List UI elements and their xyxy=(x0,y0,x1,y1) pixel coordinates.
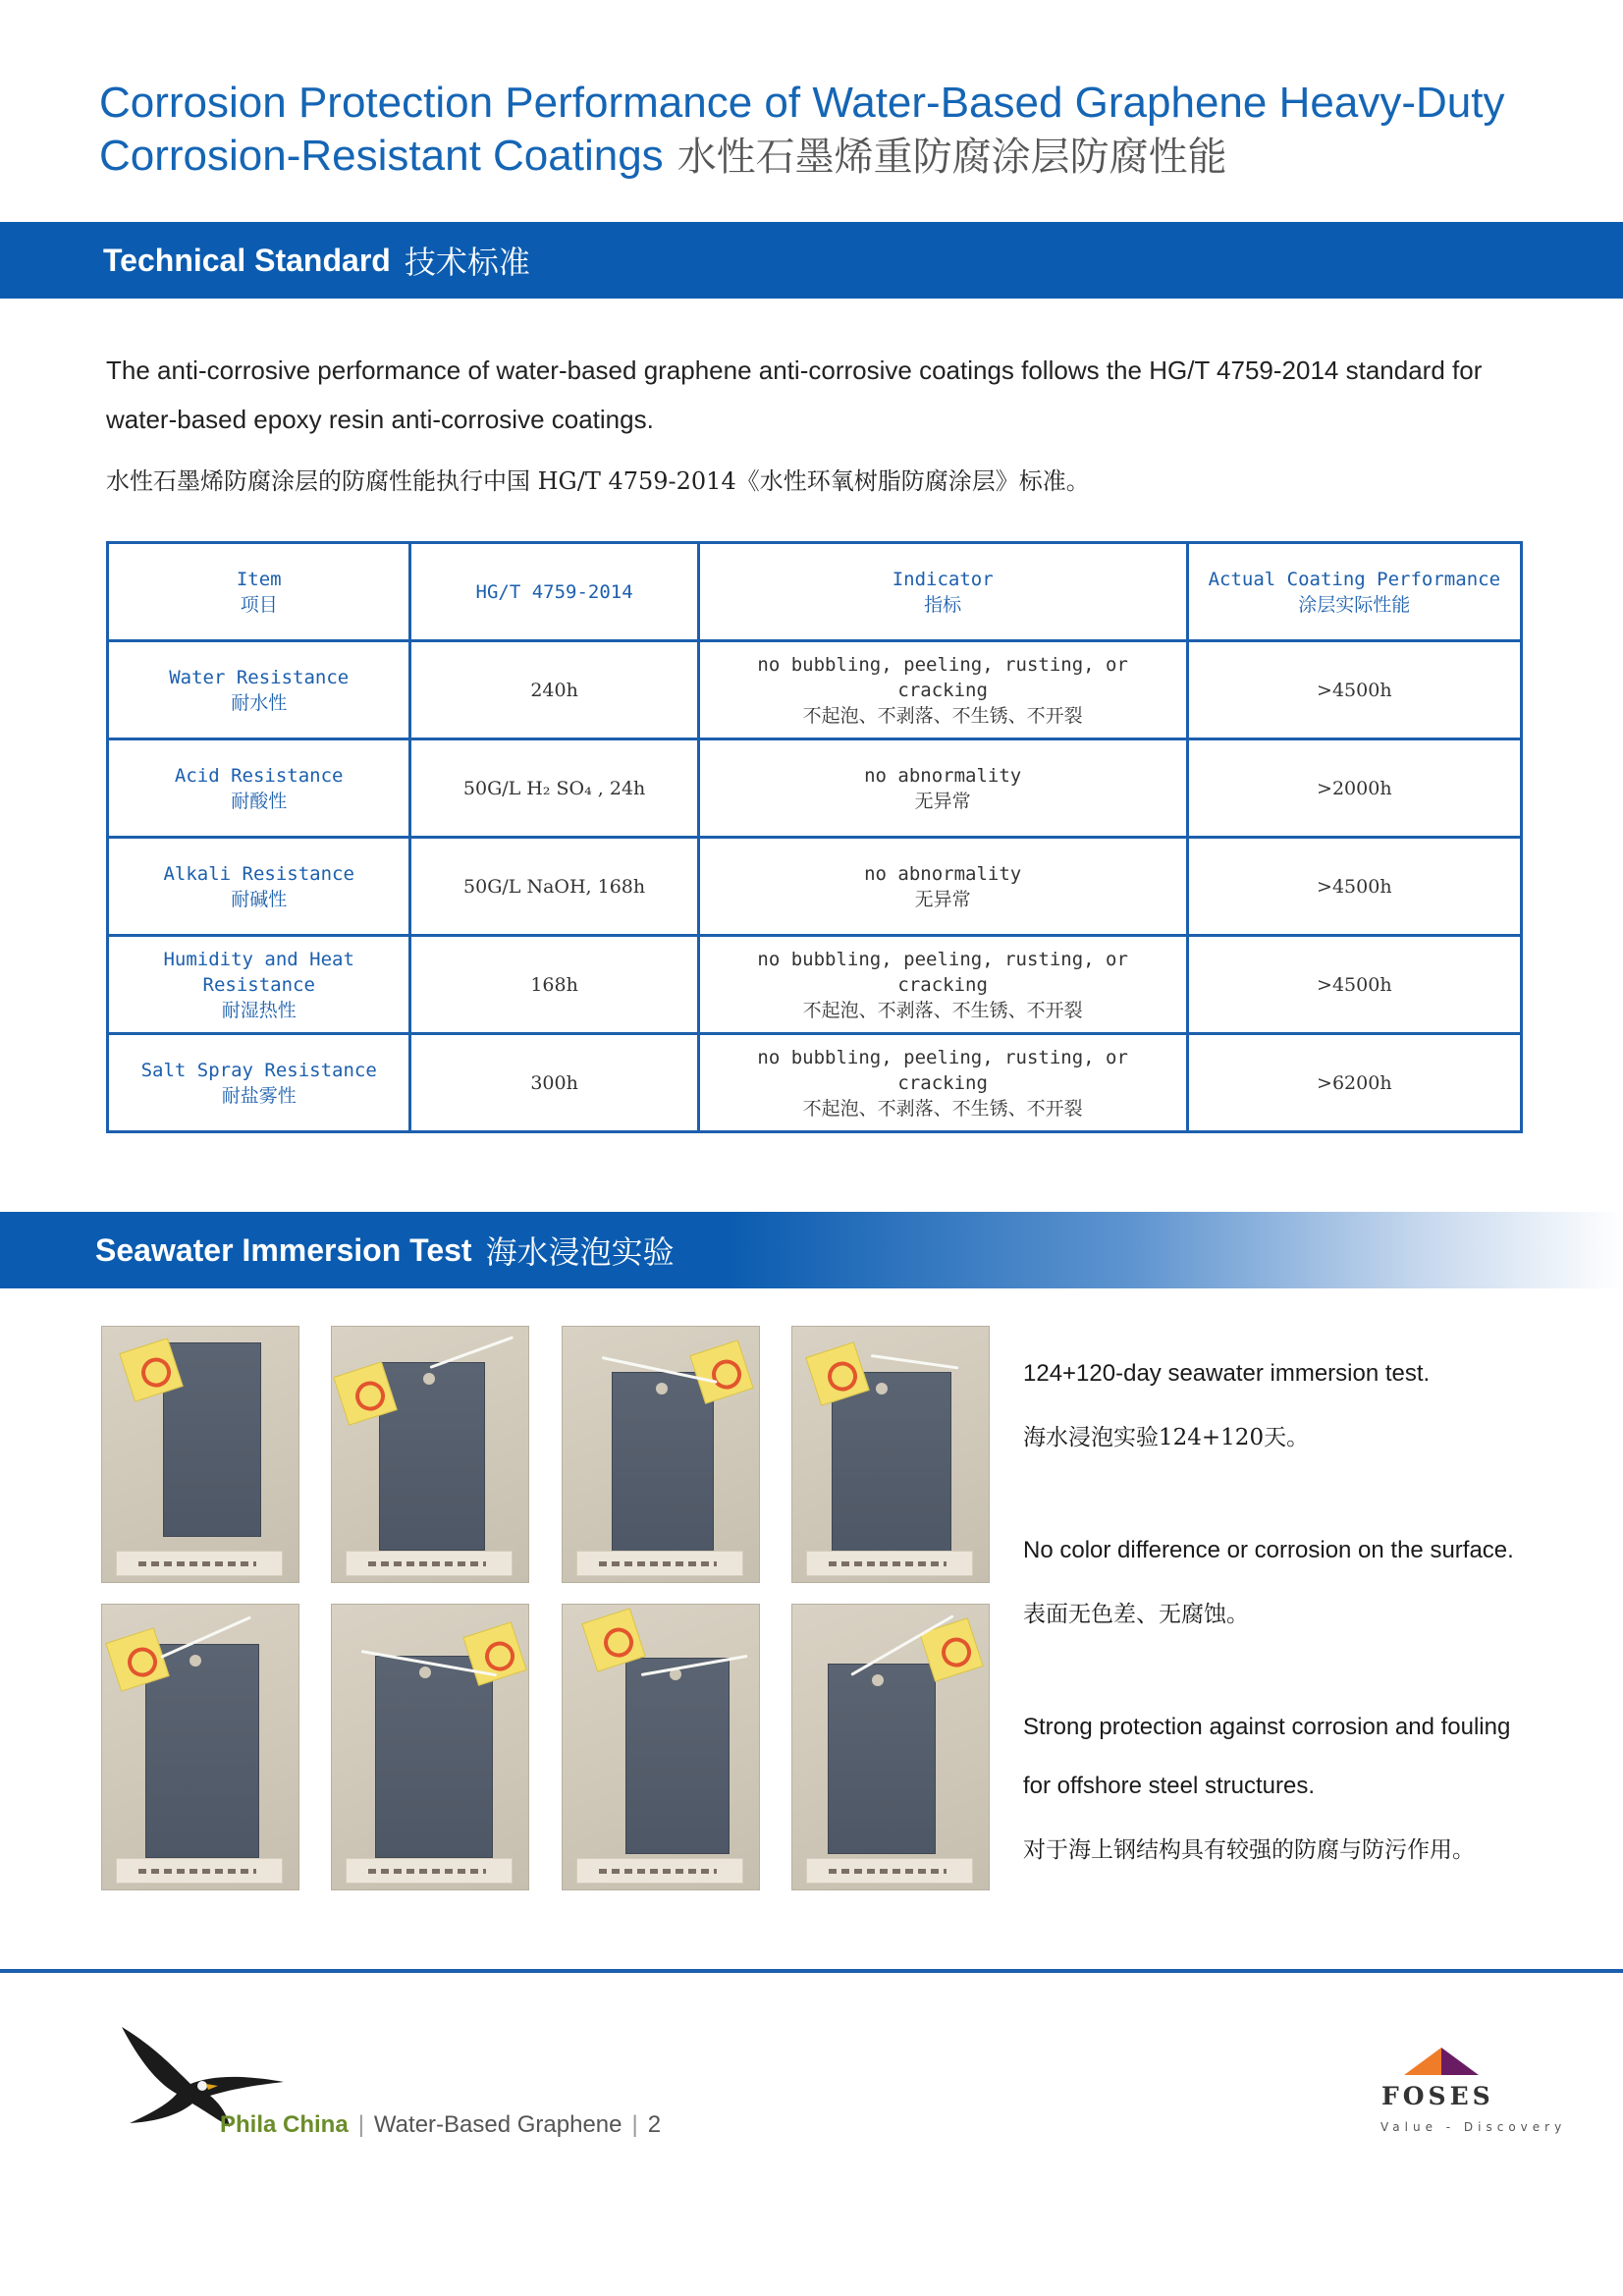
hanging-string xyxy=(871,1354,959,1369)
cell-item xyxy=(108,739,410,838)
protection-en-line1: Strong protection against corrosion and fouling xyxy=(1023,1714,1511,1740)
sample-photo-grid xyxy=(101,1326,990,1895)
foses-logo-tagline: Value - Discovery xyxy=(1380,2120,1567,2134)
header-standard-en: HG/T 4759-2014 xyxy=(475,580,633,603)
cell-standard: 50G/L H₂ SO₄ , 24h xyxy=(410,739,698,838)
cell-item xyxy=(108,641,410,739)
page-title-cn: 水性石墨烯重防腐涂层防腐性能 xyxy=(676,135,1227,180)
cell-actual: >4500h xyxy=(1187,838,1521,936)
technical-standard-banner xyxy=(0,222,1623,299)
footer-separator: | xyxy=(631,2111,638,2138)
technical-standard-heading-en: Technical Standard xyxy=(103,242,391,278)
seawater-test-heading-cn: 海水浸泡实验 xyxy=(485,1233,675,1271)
surface-result-en: No color difference or corrosion on the surface. xyxy=(1023,1537,1514,1563)
handwritten-note xyxy=(576,1858,743,1884)
indicator-cn: 不起泡、不剥落、不生锈、不开裂 xyxy=(802,999,1083,1021)
cell-standard: 50G/L NaOH, 168h xyxy=(410,838,698,936)
cell-item xyxy=(108,1034,410,1132)
header-actual-en: Actual Coating Performance xyxy=(1208,568,1501,590)
item-cn: 耐酸性 xyxy=(231,790,288,812)
footer-caption xyxy=(220,2111,661,2139)
technical-standard-heading-cn: 技术标准 xyxy=(404,244,530,281)
cell-standard: 240h xyxy=(410,641,698,739)
coated-panel xyxy=(379,1362,485,1551)
item-cn: 耐湿热性 xyxy=(221,999,297,1021)
indicator-cn: 无异常 xyxy=(914,888,971,910)
cell-standard: 168h xyxy=(410,936,698,1034)
header-item xyxy=(108,543,410,641)
indicator-cn: 不起泡、不剥落、不生锈、不开裂 xyxy=(802,1097,1083,1120)
intro-paragraph-cn: 水性石墨烯防腐涂层的防腐性能执行中国 HG/T 4759-2014《水性环氧树脂防腐涂层》标准。 xyxy=(106,467,1090,495)
table-row xyxy=(108,641,1522,739)
cell-actual: >4500h xyxy=(1187,936,1521,1034)
cell-standard: 300h xyxy=(410,1034,698,1132)
item-cn: 耐水性 xyxy=(231,691,288,714)
table-row xyxy=(108,739,1522,838)
handwritten-note xyxy=(806,1858,973,1884)
table-row xyxy=(108,936,1522,1034)
foses-logo-name: FOSES xyxy=(1381,2082,1494,2110)
item-cn: 耐碱性 xyxy=(231,888,288,910)
header-indicator xyxy=(698,543,1187,641)
footer-separator: | xyxy=(357,2111,364,2138)
handwritten-note xyxy=(116,1858,283,1884)
handwritten-note xyxy=(116,1551,283,1576)
surface-result-cn: 表面无色差、无腐蚀。 xyxy=(1023,1602,1249,1627)
sample-photo xyxy=(101,1604,299,1890)
cell-indicator xyxy=(698,838,1187,936)
cell-item xyxy=(108,936,410,1034)
item-en: Humidity and Heat Resistance xyxy=(163,948,354,996)
table-header-row xyxy=(108,543,1522,641)
header-actual xyxy=(1187,543,1521,641)
indicator-en: no abnormality xyxy=(864,862,1022,885)
sample-photo xyxy=(791,1604,990,1890)
header-item-cn: 项目 xyxy=(240,593,278,616)
test-duration-en: 124+120-day seawater immersion test. xyxy=(1023,1360,1431,1387)
table-row xyxy=(108,1034,1522,1132)
table-row xyxy=(108,838,1522,936)
seawater-test-banner xyxy=(0,1212,1623,1288)
cell-indicator xyxy=(698,936,1187,1034)
cell-actual: >2000h xyxy=(1187,739,1521,838)
standard-table xyxy=(106,541,1523,1133)
item-en: Alkali Resistance xyxy=(163,862,354,885)
footer-brand: Phila China xyxy=(220,2111,349,2138)
coated-panel xyxy=(375,1656,493,1858)
handwritten-note xyxy=(346,1858,513,1884)
indicator-cn: 不起泡、不剥落、不生锈、不开裂 xyxy=(802,704,1083,727)
sample-photo xyxy=(331,1604,529,1890)
coated-panel xyxy=(828,1664,936,1854)
handwritten-note xyxy=(346,1551,513,1576)
cell-actual: >4500h xyxy=(1187,641,1521,739)
page-title-en: Corrosion Protection Performance of Water-Based Graphene Heavy-Duty Corrosion-Resistant Coatings xyxy=(99,79,1505,180)
handwritten-note xyxy=(576,1551,743,1576)
header-indicator-cn: 指标 xyxy=(924,593,962,616)
sample-photo xyxy=(562,1326,760,1583)
cell-indicator xyxy=(698,1034,1187,1132)
protection-cn: 对于海上钢结构具有较强的防腐与防污作用。 xyxy=(1023,1837,1475,1863)
sample-photo xyxy=(562,1604,760,1890)
indicator-cn: 无异常 xyxy=(914,790,971,812)
cell-indicator xyxy=(698,739,1187,838)
header-actual-cn: 涂层实际性能 xyxy=(1298,593,1411,616)
header-item-en: Item xyxy=(236,568,282,590)
coated-panel xyxy=(625,1658,730,1854)
sample-photo xyxy=(101,1326,299,1583)
sample-photo xyxy=(791,1326,990,1583)
coated-panel xyxy=(832,1372,951,1558)
test-duration-cn: 海水浸泡实验124+120天。 xyxy=(1023,1425,1310,1450)
handwritten-note xyxy=(806,1551,973,1576)
coated-panel xyxy=(612,1372,714,1558)
intro-paragraph-en: The anti-corrosive performance of water-based graphene anti-corrosive coatings follows the HG/T 4759-2014 standard for water-based epoxy resin anti-corrosive coatings. xyxy=(106,355,1483,434)
page-title xyxy=(99,77,1533,184)
indicator-en: no abnormality xyxy=(864,764,1022,787)
item-en: Acid Resistance xyxy=(174,764,344,787)
sample-photo xyxy=(331,1326,529,1583)
indicator-en: no bubbling, peeling, rusting, or cracking xyxy=(757,1046,1128,1094)
header-indicator-en: Indicator xyxy=(892,568,994,590)
footer-product: Water-Based Graphene xyxy=(373,2111,622,2138)
item-en: Salt Spray Resistance xyxy=(140,1059,377,1081)
footer-divider xyxy=(0,1969,1623,1973)
item-en: Water Resistance xyxy=(169,666,350,688)
cell-indicator xyxy=(698,641,1187,739)
header-standard xyxy=(410,543,698,641)
item-cn: 耐盐雾性 xyxy=(221,1084,297,1107)
page-number: 2 xyxy=(647,2111,662,2138)
seawater-test-heading-en: Seawater Immersion Test xyxy=(95,1231,472,1268)
cell-item xyxy=(108,838,410,936)
indicator-en: no bubbling, peeling, rusting, or cracking xyxy=(757,653,1128,701)
indicator-en: no bubbling, peeling, rusting, or cracking xyxy=(757,948,1128,996)
cell-actual: >6200h xyxy=(1187,1034,1521,1132)
protection-en-line2: for offshore steel structures. xyxy=(1023,1773,1316,1799)
